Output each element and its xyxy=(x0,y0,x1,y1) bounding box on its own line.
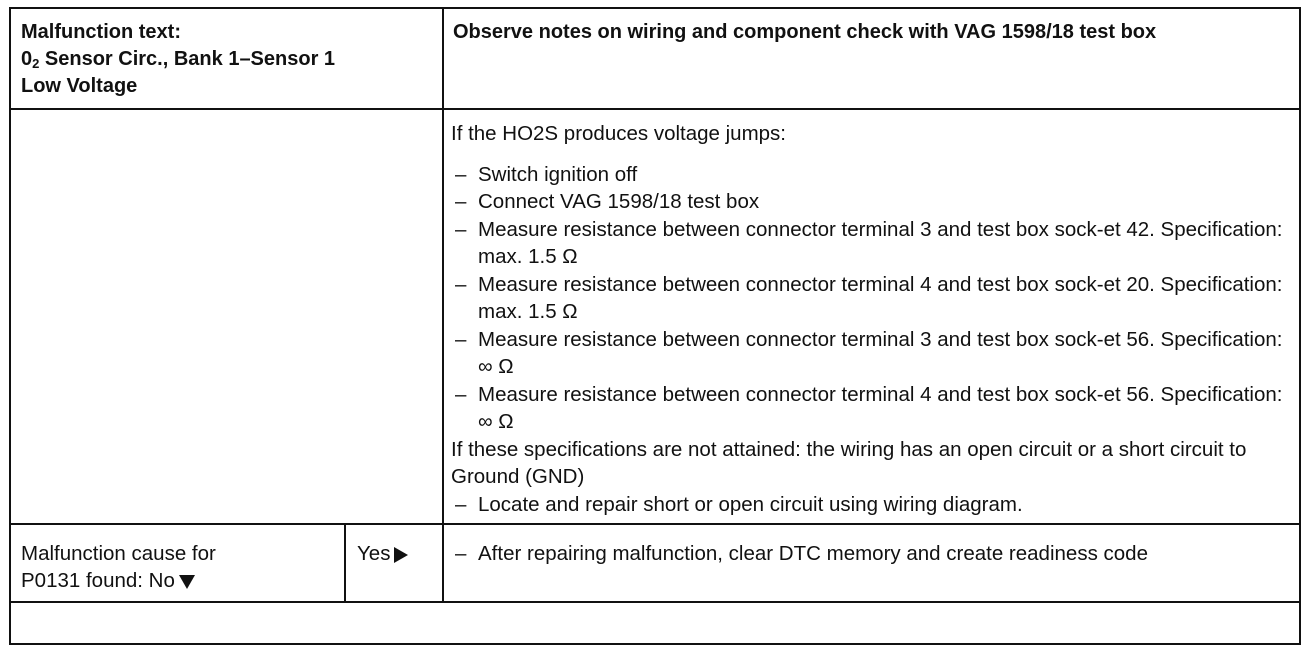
observe-notes-heading: Observe notes on wiring and component check with VAG 1598/18 test box xyxy=(453,21,1157,43)
yes-cell xyxy=(357,540,447,567)
not-attained-note: If these specifications are not attained: the wiring has an open circuit or a short circuit to Ground (GND) xyxy=(451,437,1247,488)
right-arrow-icon xyxy=(394,547,408,563)
dash-bullet: – xyxy=(455,327,467,351)
procedure-divider xyxy=(11,523,1299,525)
procedure-step: – Connect VAG 1598/18 test box xyxy=(451,188,1293,216)
procedure-step: – Switch ignition off xyxy=(451,161,1293,189)
dash-bullet: – xyxy=(455,542,467,565)
dash-bullet: – xyxy=(455,492,467,516)
repair-action-text: After repairing malfunction, clear DTC memory and create readiness code xyxy=(478,542,1148,565)
cause-line-2: P0131 found: No xyxy=(21,567,341,594)
malfunction-label: Malfunction text: xyxy=(21,21,181,43)
diagnostic-table xyxy=(9,7,1301,645)
header-divider xyxy=(11,108,1299,110)
procedure-step: – Measure resistance between connector terminal 4 and test box sock-et 20. Specification: max. 1.5 Ω xyxy=(455,272,1283,323)
dash-bullet: – xyxy=(455,162,467,186)
sensor-circuit-title: $0_2$ Sensor Circ., Bank 1–Sensor 1 xyxy=(21,48,336,71)
malfunction-cause-cell xyxy=(21,540,341,594)
repair-action-cell xyxy=(451,540,1312,567)
cause-line-1: Malfunction cause for xyxy=(21,542,216,565)
procedure-cell xyxy=(451,120,1293,518)
procedure-step: – Measure resistance between connector terminal 4 and test box sock-et 56. Specification: ∞ Ω xyxy=(455,382,1283,433)
procedure-step: – Measure resistance between connector terminal 3 and test box sock-et 42. Specification: max. 1.5 Ω xyxy=(455,217,1283,268)
low-voltage-label: Low Voltage xyxy=(21,75,138,97)
procedure-step: – Measure resistance between connector terminal 3 and test box sock-et 56. Specification: ∞ Ω xyxy=(455,327,1283,378)
dash-bullet: – xyxy=(455,382,467,406)
yes-column-divider xyxy=(344,523,346,603)
yes-label: Yes xyxy=(357,542,391,565)
dash-bullet: – xyxy=(455,190,467,213)
malfunction-text-cell xyxy=(21,19,441,100)
procedure-intro: If the HO2S produces voltage jumps: xyxy=(451,122,787,145)
column-divider xyxy=(442,9,444,603)
dash-bullet: – xyxy=(455,272,467,296)
procedure-step: – Locate and repair short or open circuit using wiring diagram. xyxy=(451,491,1293,519)
empty-row xyxy=(11,603,1299,643)
dash-bullet: – xyxy=(455,217,467,241)
down-arrow-icon xyxy=(179,575,195,589)
